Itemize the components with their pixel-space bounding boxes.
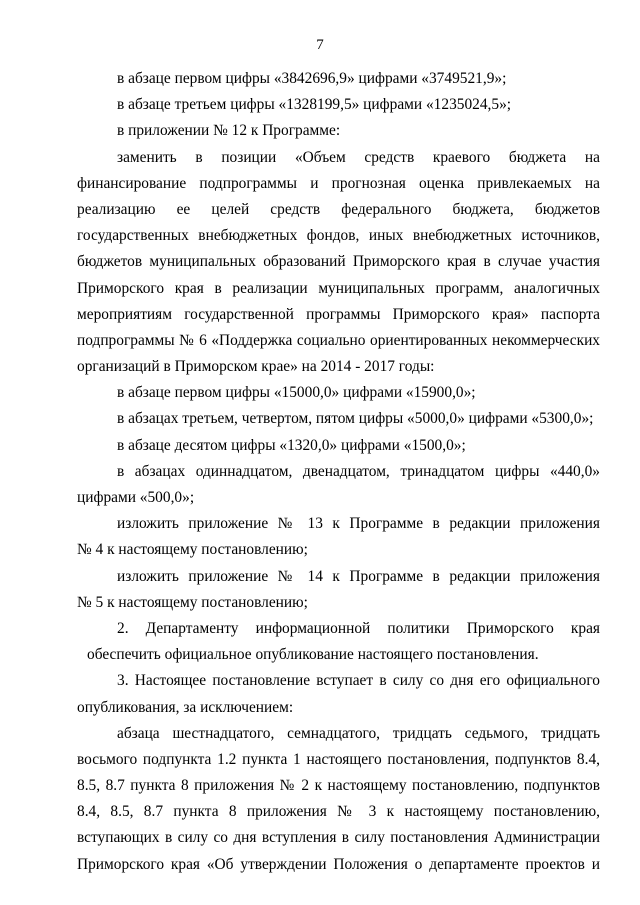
text-line: абзаца шестнадцатого, семнадцатого, тридцать седьмого, тридцать (117, 724, 600, 742)
text-line: опубликования, за исключением: (77, 698, 294, 716)
text-line: № 5 к настоящему постановлению; (77, 593, 308, 611)
text-line: финансирование подпрограммы и прогнозная оценка привлекаемых на (77, 174, 600, 192)
text-line: бюджетов муниципальных образований Приморского края в случае участия (77, 253, 600, 271)
text-line: в абзацах третьем, четвертом, пятом цифры «5000,0» цифрами «5300,0»; (117, 410, 594, 428)
text-line: мероприятиям государственной программы Приморского края» паспорта (77, 305, 600, 323)
text-line: обеспечить официальное опубликование настоящего постановления. (87, 646, 539, 664)
text-line: восьмого подпункта 1.2 пункта 1 настоящего постановления, подпунктов 8.4, (77, 750, 600, 768)
text-line: Приморского края в реализации муниципальных программ, аналогичных (77, 279, 600, 297)
text-line: Приморского края «Об утверждении Положения о департаменте проектов и (77, 855, 600, 873)
text-line: 3. Настоящее постановление вступает в силу со дня его официального (117, 672, 600, 690)
text-line: в абзаце первом цифры «15000,0» цифрами «15900,0»; (117, 384, 476, 402)
text-line: 8.5, 8.7 пункта 8 приложения № 2 к настоящему постановлению, подпунктов (77, 777, 600, 795)
text-line: заменить в позиции «Объем средств краевого бюджета на (117, 148, 600, 166)
page-number: 7 (316, 37, 324, 53)
text-line: 2. Департаменту информационной политики Приморского края (117, 619, 600, 637)
text-line: цифрами «500,0»; (77, 489, 195, 506)
text-line: в абзаце первом цифры «3842696,9» цифрами «3749521,9»; (117, 70, 507, 87)
text-line: реализацию ее целей средств федерального бюджета, бюджетов (77, 200, 600, 218)
text-line: в абзацах одиннадцатом, двенадцатом, тринадцатом цифры «440,0» (117, 462, 600, 480)
document-body (77, 66, 600, 878)
text-line: государственных внебюджетных фондов, иных внебюджетных источников, (77, 227, 600, 245)
text-line: подпрограммы № 6 «Поддержка социально ориентированных некоммерческих (77, 331, 600, 349)
text-line: в абзаце десятом цифры «1320,0» цифрами «1500,0»; (117, 436, 466, 454)
text-line: изложить приложение № 14 к Программе в редакции приложения (117, 567, 600, 585)
text-line: № 4 к настоящему постановлению; (77, 541, 308, 559)
text-line: в абзаце третьем цифры «1328199,5» цифрами «1235024,5»; (117, 96, 512, 114)
text-line: изложить приложение № 13 к Программе в редакции приложения (117, 515, 600, 533)
text-line: 8.4, 8.5, 8.7 пункта 8 приложения № 3 к настоящему постановлению, (77, 803, 600, 821)
text-line: вступающих в силу со дня вступления в силу постановления Администрации (77, 829, 600, 847)
text-line: в приложении № 12 к Программе: (117, 122, 341, 140)
text-line: организаций в Приморском крае» на 2014 - 2017 годы: (77, 358, 435, 376)
